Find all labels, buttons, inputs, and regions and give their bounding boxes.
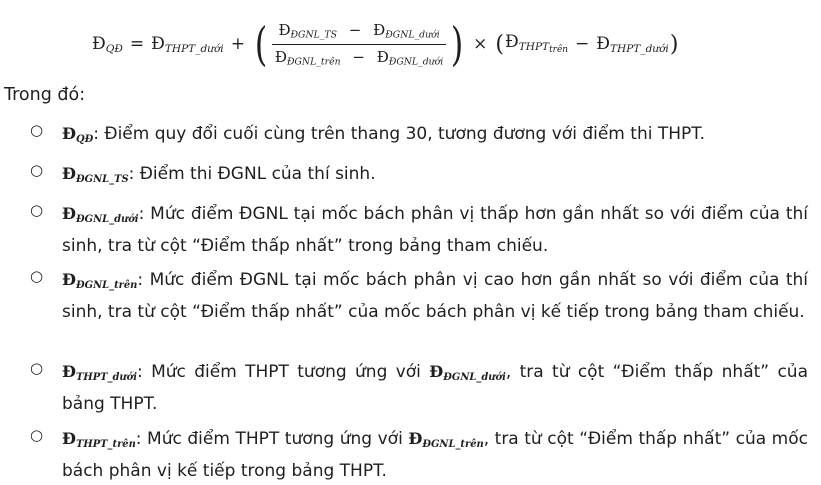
symbol: $Đ_{ĐGNL\_TS}$ [62, 164, 129, 185]
formula-fraction [272, 21, 446, 67]
symbol: $Đ_{ĐGNL\_trên}$ [62, 270, 138, 291]
symbol: $Đ_{ĐGNL\_dưới}$ [62, 204, 139, 225]
symbol-inline: $Đ_{ĐGNL\_trên}$ [408, 429, 484, 450]
bullet-icon: ○ [30, 359, 44, 377]
intro-label: Trong đó: [4, 85, 86, 105]
formula-close-paren: ) [450, 17, 464, 71]
list-item-text: $Đ_{THPT\_trên}$: Mức điểm THPT tương ứng với $Đ_{ĐGNL\_trên}$, tra từ cột “Điểm thấp nhất” của mốc bách phân vị kế tiếp trong bảng THPT. [62, 429, 808, 481]
conversion-formula: $Đ_{QĐ}$ = $Đ_{THPT\_dưới}$ + ( $\frac{Đ_{ĐGNL\_TS} - Đ_{ĐGNL\_dưới}}{Đ_{ĐGNL\_trên} - Đ_{ĐGNL\_dưới}}$ ) × ( $Đ_{THPT_{trên}}$ − $Đ_{THPT\_dưới}$ ) [92, 17, 679, 71]
fraction-numerator: $Đ_{ĐGNL\_TS}$ − $Đ_{ĐGNL\_dưới}$ [278, 20, 440, 41]
list-item-text: $Đ_{QĐ}$: Điểm quy đổi cuối cùng trên thang 30, tương đương với điểm thi THPT. [62, 124, 706, 145]
list-item-text: $Đ_{ĐGNL\_trên}$: Mức điểm ĐGNL tại mốc bách phân vị cao hơn gần nhất so với điểm của thí sinh, tra từ cột “Điểm thấp nhất” của mốc bách phân vị kế tiếp trong bảng tham chiếu. [62, 270, 808, 322]
formula-term-thpt-tren: $Đ_{THPT_{trên}}$ [505, 32, 568, 56]
fraction-denominator: $Đ_{ĐGNL\_trên}$ − $Đ_{ĐGNL\_dưới}$ [274, 47, 444, 68]
list-item-text: $Đ_{ĐGNL\_TS}$: Điểm thi ĐGNL của thí sinh. [62, 164, 376, 185]
formula-term-thpt-duoi-2: $Đ_{THPT\_dưới}$ [596, 33, 669, 55]
formula-times: × [473, 34, 488, 54]
bullet-icon: ○ [30, 267, 44, 285]
formula-plus: + [230, 34, 245, 54]
bullet-icon: ○ [30, 121, 44, 139]
formula-open-paren: ( [254, 17, 268, 71]
symbol: $Đ_{THPT\_dưới}$ [62, 362, 137, 383]
list-item-text: $Đ_{ĐGNL\_dưới}$: Mức điểm ĐGNL tại mốc bách phân vị thấp hơn gần nhất so với điểm của thí sinh, tra từ cột “Điểm thấp nhất” trong bảng tham chiếu. [62, 204, 808, 256]
bullet-icon: ○ [30, 161, 44, 179]
bullet-icon: ○ [30, 201, 44, 219]
symbol: $Đ_{THPT\_trên}$ [62, 429, 136, 450]
formula-equals: = [129, 34, 145, 54]
formula-lhs: $Đ_{QĐ}$ [92, 33, 123, 55]
fraction-bar [272, 44, 446, 45]
bullet-icon: ○ [30, 426, 44, 444]
symbol-inline: $Đ_{ĐGNL\_dưới}$ [429, 362, 506, 383]
list-item-text: $Đ_{THPT\_dưới}$: Mức điểm THPT tương ứng với $Đ_{ĐGNL\_dưới}$, tra từ cột “Điểm thấp nhất” của bảng THPT. [62, 362, 808, 414]
symbol: $Đ_{QĐ}$ [62, 124, 94, 145]
formula-term-thpt-duoi: $Đ_{THPT\_dưới}$ [151, 33, 224, 55]
